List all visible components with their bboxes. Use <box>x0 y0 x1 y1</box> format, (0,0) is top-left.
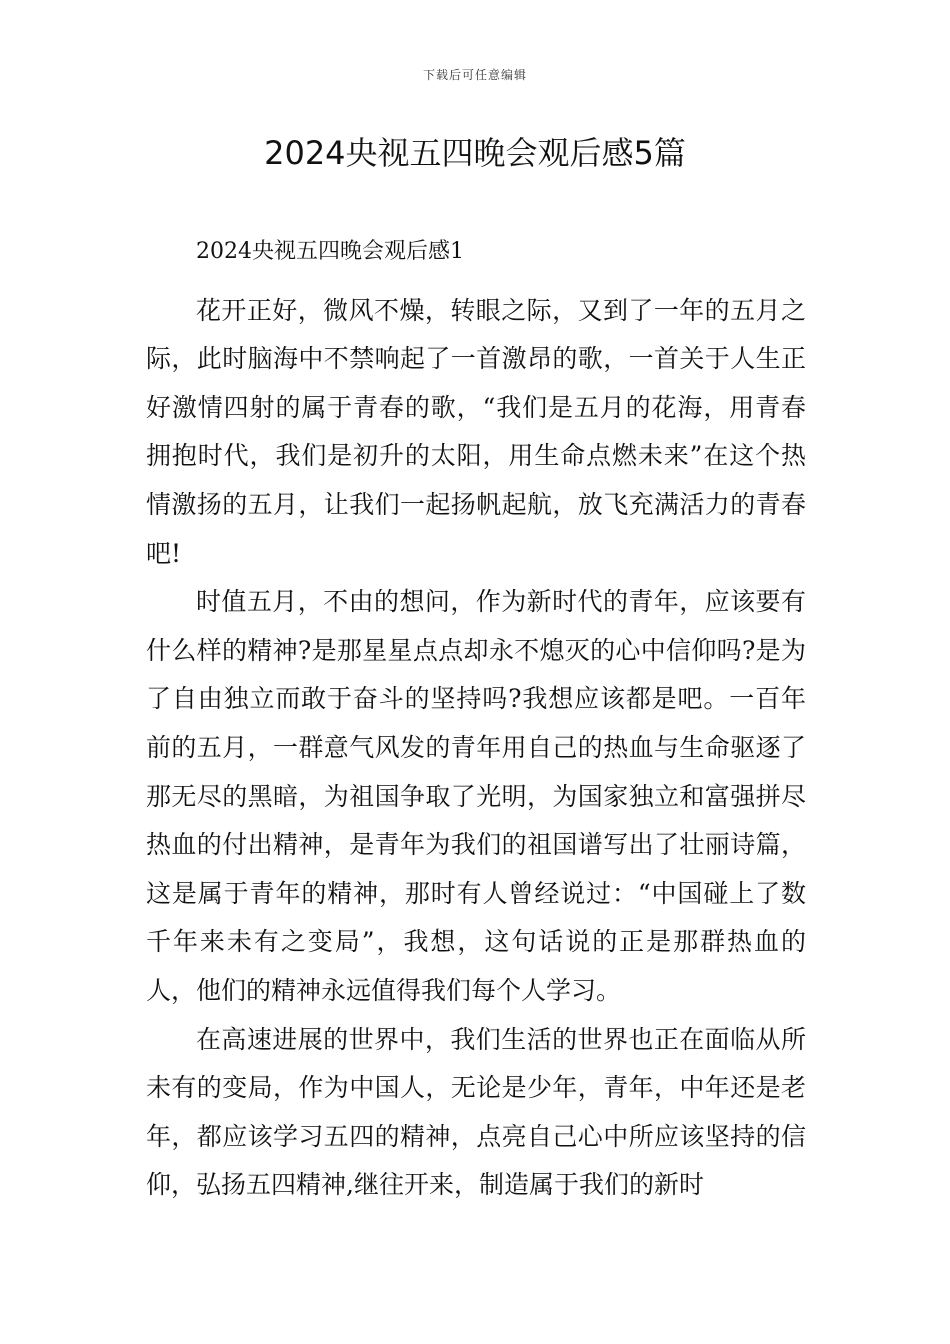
paragraph-1: 花开正好，微风不燥，转眼之际，又到了一年的五月之际，此时脑海中不禁响起了一首激昂的歌，一首关于人生正好激情四射的属于青春的歌，“我们是五月的花海，用青春拥抱时代，我们是初升的太阳，用生命点燃未来”在这个热情激扬的五月，让我们一起扬帆起航，放飞充满活力的青春吧! <box>146 295 806 568</box>
document-title: 2024央视五四晚会观后感5篇 <box>264 134 686 172</box>
paragraph-2: 时值五月，不由的想问，作为新时代的青年，应该要有什么样的精神?是那星星点点却永不熄灭的心中信仰吗?是为了自由独立而敢于奋斗的坚持吗?我想应该都是吧。一百年前的五月，一群意气风发的青年用自己的热血与生命驱逐了那无尽的黑暗，为祖国争取了光明，为国家独立和富强拼尽热血的付出精神，是青年为我们的祖国谱写出了壮丽诗篇，这是属于青年的精神，那时有人曾经说过：“中国碰上了数千年来未有之变局”，我想，这句话说的正是那群热血的人，他们的精神永远值得我们每个人学习。 <box>146 587 806 1005</box>
section-heading: 2024央视五四晚会观后感1 <box>196 239 464 264</box>
paragraph-3: 在高速进展的世界中，我们生活的世界也正在面临从所未有的变局，作为中国人，无论是少年，青年，中年还是老年，都应该学习五四的精神，点亮自己心中所应该坚持的信仰，弘扬五四精神,继往开来，制造属于我们的新时 <box>146 1024 806 1200</box>
document-body <box>146 228 806 1210</box>
header-note: 下载后可任意编辑 <box>422 68 527 82</box>
